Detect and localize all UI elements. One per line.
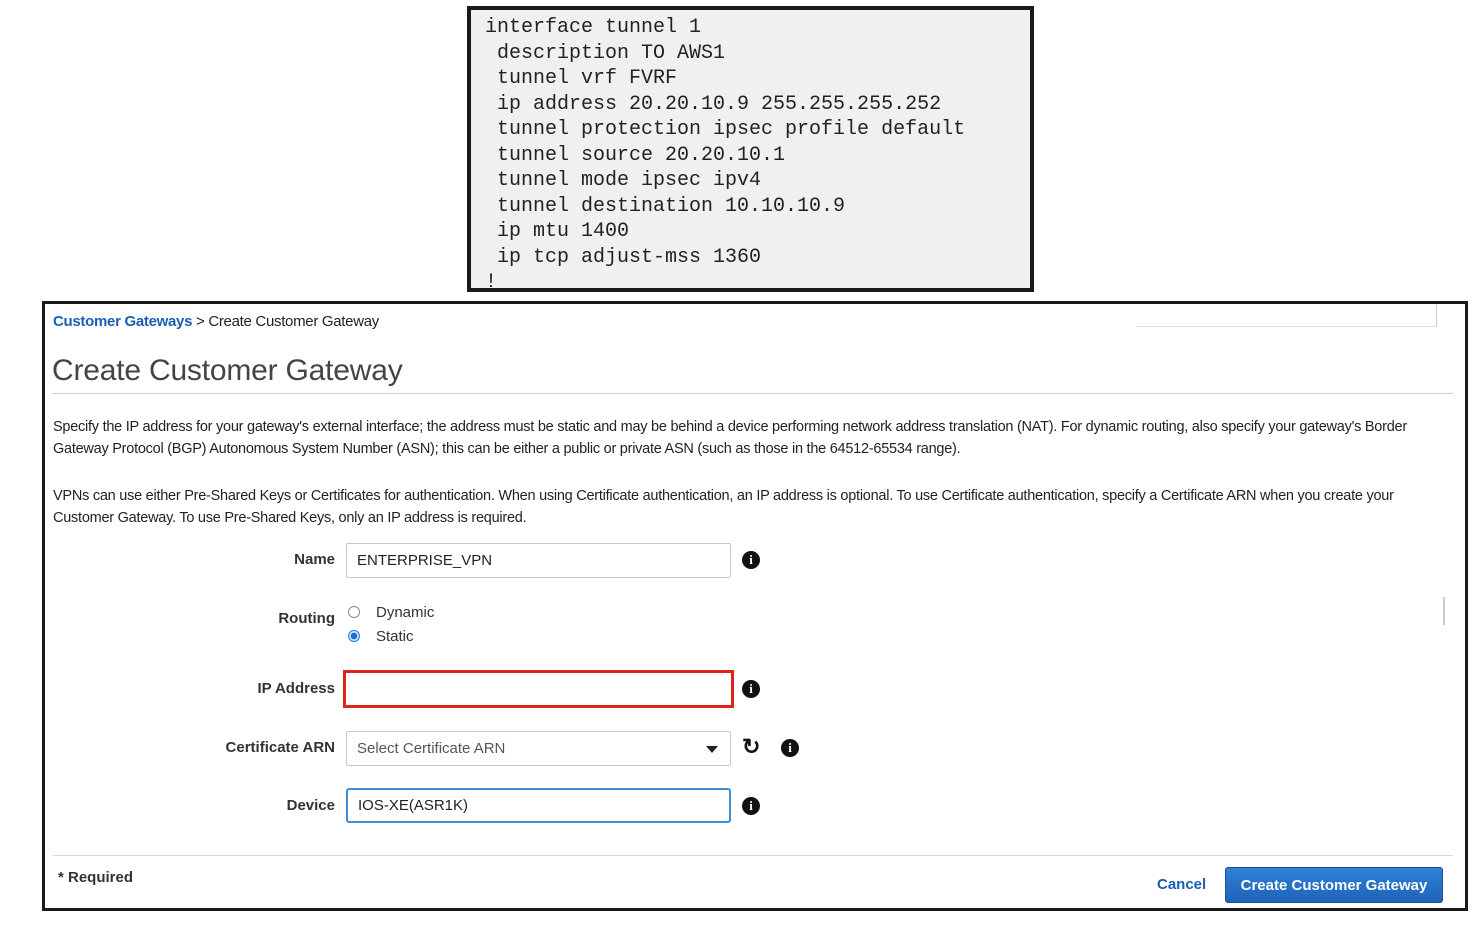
device-input[interactable] [346,788,731,823]
name-input[interactable] [346,543,731,578]
device-label: Device [286,797,335,814]
config-line: ip tcp adjust-mss 1360 [485,245,762,269]
info-icon[interactable]: i [781,739,799,757]
config-line: ip mtu 1400 [485,220,630,243]
chevron-down-icon [706,746,718,753]
config-line: ip address 20.20.10.9 255.255.255.252 [485,92,942,116]
breadcrumb-current: Create Customer Gateway [208,313,379,330]
create-customer-gateway-button[interactable]: Create Customer Gateway [1225,867,1443,903]
scrollbar[interactable] [1443,597,1445,625]
config-line: tunnel mode ipsec ipv4 [485,169,762,192]
config-line: tunnel destination 10.10.10.9 [485,194,846,218]
config-line: description TO AWS1 [485,41,726,65]
ip-address-label: IP Address [257,680,335,697]
config-snippet [467,6,1034,292]
info-icon[interactable]: i [742,797,760,815]
config-line: ! [485,271,498,294]
certificate-arn-label: Certificate ARN [225,739,335,756]
breadcrumb-separator: > [192,313,209,330]
routing-static-radio[interactable] [348,630,360,642]
create-customer-gateway-panel [42,301,1468,911]
title-divider [52,393,1453,394]
certificate-arn-select[interactable] [346,731,731,766]
ip-address-input[interactable] [343,670,734,708]
cancel-button[interactable]: Cancel [1157,876,1207,893]
routing-static-label[interactable]: Static [376,628,414,645]
certificate-arn-placeholder: Select Certificate ARN [357,740,506,757]
config-line: tunnel vrf FVRF [485,67,678,90]
routing-dynamic-label[interactable]: Dynamic [376,604,435,621]
refresh-icon[interactable]: ↻ [742,734,761,759]
config-line: tunnel protection ipsec profile default [485,118,966,141]
footer-divider [53,855,1453,856]
top-bar-fragment [1136,304,1437,327]
breadcrumb [53,313,379,330]
config-line: interface tunnel 1 [485,16,702,39]
routing-label: Routing [278,610,335,627]
config-line: tunnel source 20.20.10.1 [485,143,786,167]
breadcrumb-link-customer-gateways[interactable]: Customer Gateways [53,313,193,330]
page-title: Create Customer Gateway [52,354,403,387]
info-icon[interactable]: i [742,551,760,569]
description-auth: VPNs can use either Pre-Shared Keys or Certificates for authentication. When using Certificate authentication, an IP address is optional. To use Certificate authentication, specify a Certificate ARN when you create your Customer Gateway. To use Pre-Shared Keys, only an IP address is required. [53,488,1394,526]
info-icon[interactable]: i [742,680,760,698]
routing-dynamic-radio[interactable] [348,606,360,618]
required-note: * Required [58,869,134,886]
description-ip: Specify the IP address for your gateway's external interface; the address must be static and may be behind a device performing network address translation (NAT). For dynamic routing, also specify your gateway's Border Gateway Protocol (BGP) Autonomous System Number (ASN); this can be either a public or private ASN (such as those in the 64512-65534 range). [53,419,1407,457]
name-label: Name [294,551,335,568]
